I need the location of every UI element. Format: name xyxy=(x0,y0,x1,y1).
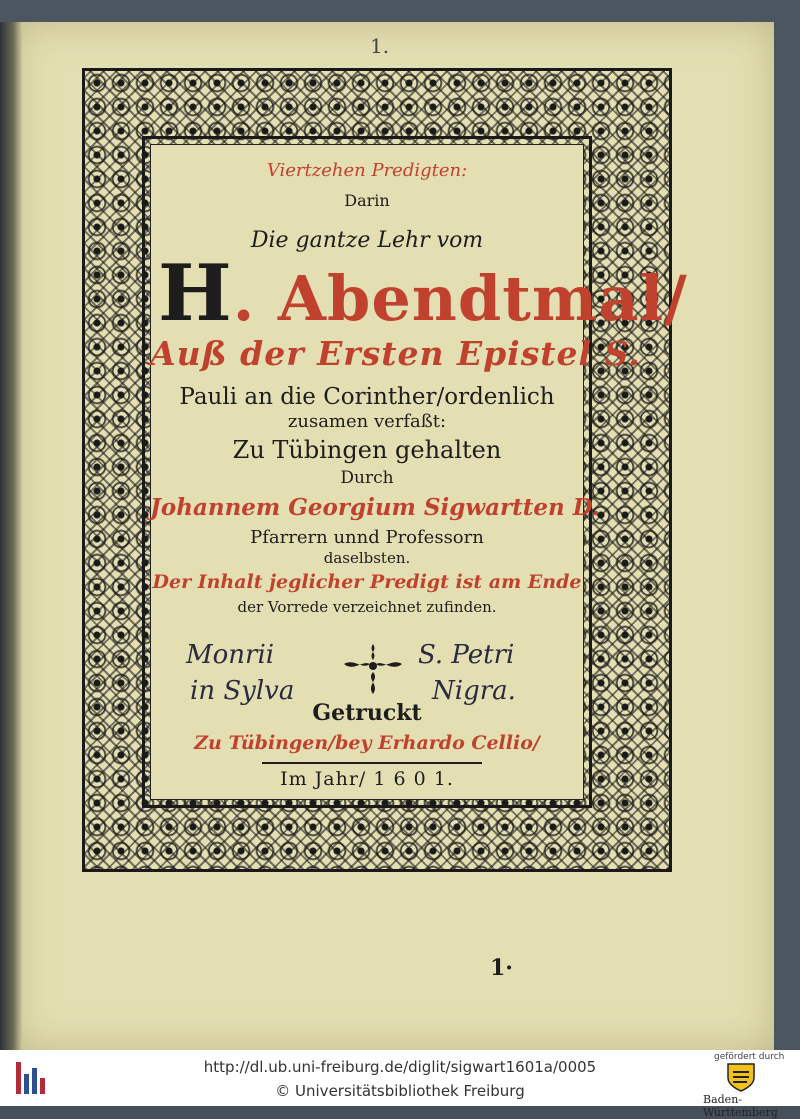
author-line: Johannem Georgium Sigwartten D. xyxy=(150,494,600,521)
imprint-rule xyxy=(262,762,482,764)
handwritten-note-right-top: S. Petri xyxy=(418,640,515,670)
imprint-line: Zu Tübingen/bey Erhardo Cellio/ xyxy=(194,732,540,754)
title-line-11: Pfarrern unnd Professorn xyxy=(250,527,484,548)
title-line-8: Zu Tübingen gehalten xyxy=(232,436,502,464)
book-spine xyxy=(0,22,22,1050)
funded-by-label: gefördert durch xyxy=(714,1052,785,1062)
title-line-13: Der Inhalt jeglicher Predigt ist am Ende xyxy=(152,571,582,593)
decorated-initial: H xyxy=(158,248,233,339)
title-line-5: Auß der Ersten Epistel S. xyxy=(150,334,641,373)
handwritten-note-left-bottom: in Sylva xyxy=(190,676,295,706)
title-line-1: Viertzehen Predigten: xyxy=(266,160,468,181)
title-line-14: der Vorrede verzeichnet zufinden. xyxy=(237,598,497,616)
printed-label: Getruckt xyxy=(312,700,422,726)
title-line-9: Durch xyxy=(340,468,394,488)
title-line-4-text: . Abendtmal/ xyxy=(232,262,688,335)
permalink[interactable]: http://dl.ub.uni-freiburg.de/diglit/sigwart1601a/0005 xyxy=(203,1058,597,1076)
handwritten-note-right-bottom: Nigra. xyxy=(432,676,516,706)
title-line-7: zusamen verfaßt: xyxy=(287,411,447,432)
folio-mark: 1. xyxy=(370,34,390,58)
copyright-notice: © Universitätsbibliothek Freiburg xyxy=(275,1082,525,1100)
coat-of-arms-icon xyxy=(724,1062,758,1092)
title-line-2: Darin xyxy=(344,191,390,210)
title-line-12: daselbsten. xyxy=(323,549,411,567)
title-line-6: Pauli an die Corinther/ordenlich xyxy=(179,384,555,410)
title-line-3: Die gantze Lehr vom xyxy=(250,228,484,253)
fleuron-ornament-icon xyxy=(338,640,408,698)
date-line: Im Jahr/ 1 6 0 1. xyxy=(280,768,454,790)
funder-name: Baden-Württemberg xyxy=(703,1093,778,1119)
title-line-4 xyxy=(158,248,688,339)
leaf-number: 1· xyxy=(490,955,513,981)
handwritten-note-left-top: Monrii xyxy=(186,640,275,670)
